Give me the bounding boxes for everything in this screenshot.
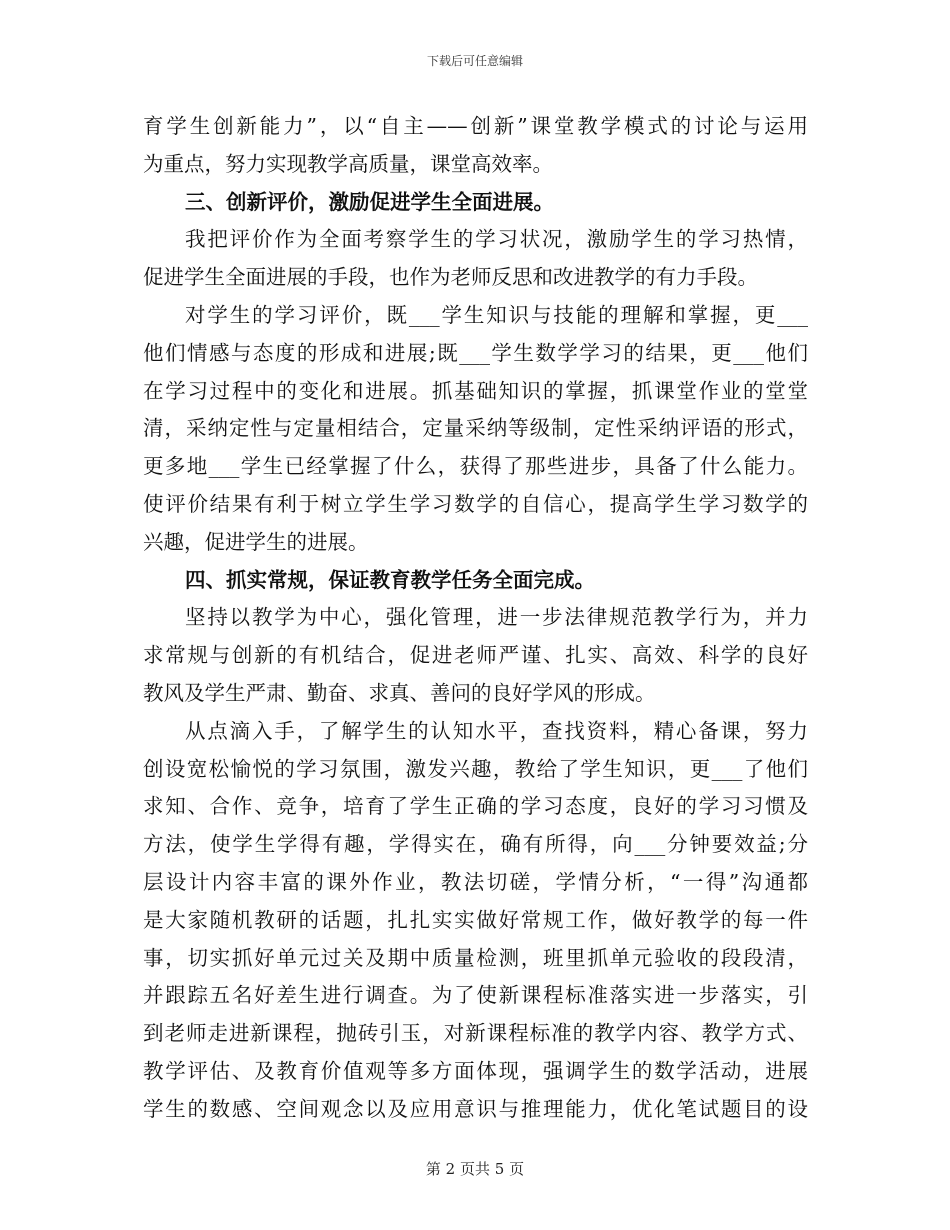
text-line: 事，切实抓好单元过关及期中质量检测，班里抓单元验收的段段清， [143, 945, 808, 970]
text-line: 求常规与创新的有机结合，促进老师严谨、扎实、高效、科学的良好 [143, 643, 808, 668]
text-line: 并跟踪五名好差生进行调查。为了使新课程标准落实进一步落实，引 [143, 983, 808, 1008]
page-header: 下载后可任意编辑 [426, 54, 523, 68]
text-line: 求知、合作、竞争，培育了学生正确的学习态度，良好的学习习惯及 [143, 794, 808, 819]
text-line: 我把评价作为全面考察学生的学习状况，激励学生的学习热情， [185, 227, 808, 252]
text-line: 层设计内容丰富的课外作业，教法切磋，学情分析，“一得”沟通都 [143, 869, 808, 894]
text-line: 更多地___学生已经掌握了什么，获得了那些进步，具备了什么能力。 [143, 454, 808, 479]
text-line: 是大家随机教研的话题，扎扎实实做好常规工作，做好教学的每一件 [143, 907, 808, 932]
text-line: 方法，使学生学得有趣，学得实在，确有所得，向___分钟要效益;分 [143, 832, 808, 857]
text-line: 坚持以教学为中心，强化管理，进一步法律规范教学行为，并力 [185, 605, 808, 630]
text-line: 兴趣，促进学生的进展。 [143, 529, 369, 554]
page-number: 第 2 页共 5 页 [425, 1160, 525, 1178]
section-heading: 四、抓实常规，保证教育教学任务全面完成。 [185, 567, 595, 592]
text-line: 学生的数感、空间观念以及应用意识与推理能力，优化笔试题目的设 [143, 1096, 808, 1121]
text-line: 他们情感与态度的形成和进展;既___学生数学学习的结果，更___他们 [143, 340, 808, 365]
text-line: 在学习过程中的变化和进展。抓基础知识的掌握，抓课堂作业的堂堂 [143, 378, 808, 403]
text-line: 清，采纳定性与定量相结合，定量采纳等级制，定性采纳评语的形式， [143, 416, 808, 441]
text-line: 教学评估、及教育价值观等多方面体现，强调学生的数学活动，进展 [143, 1058, 808, 1083]
text-line: 使评价结果有利于树立学生学习数学的自信心，提高学生学习数学的 [143, 491, 808, 516]
document-body [143, 108, 808, 1129]
text-line: 育学生创新能力”，以“自主——创新”课堂教学模式的讨论与运用 [143, 114, 808, 138]
text-line: 从点滴入手，了解学生的认知水平，查找资料，精心备课，努力 [185, 718, 808, 743]
text-line: 创设宽松愉悦的学习氛围，激发兴趣，教给了学生知识，更___了他们 [143, 756, 808, 781]
text-line: 到老师走进新课程，抛砖引玉，对新课程标准的教学内容、教学方式、 [143, 1021, 808, 1046]
text-line: 为重点，努力实现教学高质量，课堂高效率。 [143, 151, 553, 176]
text-line: 教风及学生严肃、勤奋、求真、善问的良好学风的形成。 [143, 680, 656, 705]
section-heading: 三、创新评价，激励促进学生全面进展。 [185, 189, 554, 214]
text-line: 对学生的学习评价，既___学生知识与技能的理解和掌握，更___ [185, 302, 808, 327]
text-line: 促进学生全面进展的手段，也作为老师反思和改进教学的有力手段。 [143, 265, 758, 290]
